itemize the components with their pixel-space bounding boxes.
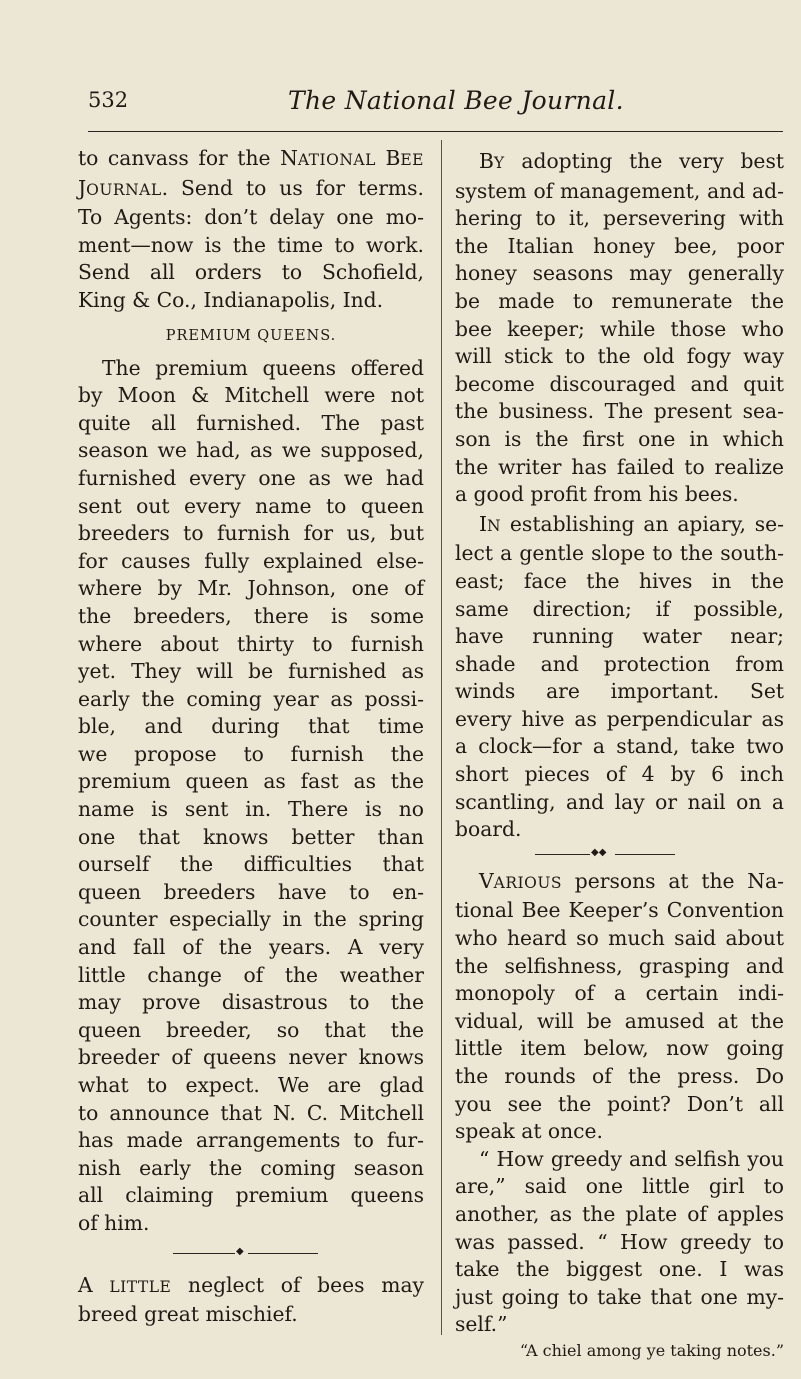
section-separator	[78, 1240, 424, 1266]
text-line: the Italian honey bee, poor	[455, 233, 784, 258]
text-line: short pieces of 4 by 6 inch	[455, 762, 784, 787]
apiary-paragraph	[455, 511, 784, 844]
text-line: name is sent in. There is no	[78, 797, 424, 822]
convention-paragraph	[455, 868, 784, 1146]
text-line: the selfishness, grasping and	[455, 953, 784, 978]
text-line: yet. They will be furnished as	[78, 659, 424, 684]
text-line: sent out every name to queen	[78, 493, 424, 518]
anecdote-paragraph	[455, 1146, 784, 1339]
right-column	[455, 148, 784, 1362]
text-line: has made arrangements to fur-	[78, 1128, 424, 1153]
text-line: vidual, will be amused at the	[455, 1008, 784, 1033]
column-divider	[441, 140, 442, 1335]
text-line: little item below, now going	[455, 1036, 784, 1061]
section-title: PREMIUM QUEENS.	[165, 327, 337, 344]
separator-diamond-icon: ◆◆	[591, 846, 607, 858]
premium-queens-article	[78, 355, 424, 1238]
text-line: furnished every one as we had	[78, 465, 424, 490]
text-line: scantling, and lay or nail on a	[455, 789, 784, 814]
text-line: To Agents: don’t delay one mo-	[78, 205, 424, 230]
text-line: queen breeder, so that the	[78, 1017, 424, 1042]
journal-title: The National Bee Journal.	[288, 86, 624, 115]
text-line: was passed. “ How greedy to	[455, 1229, 784, 1254]
text-line: by Moon & Mitchell were not	[78, 383, 424, 408]
text-line: The premium queens offered	[102, 355, 424, 380]
page-number: 532	[88, 88, 129, 112]
neglect-note	[78, 1272, 424, 1329]
text-line: queen breeders have to en-	[78, 879, 424, 904]
text-line: hering to it, persevering with	[455, 206, 784, 231]
text-line: A LITTLE neglect of bees may	[78, 1272, 424, 1297]
text-line: where by Mr. Johnson, one of	[78, 576, 424, 601]
text-line: for causes fully explained else-	[78, 548, 424, 573]
text-line: all claiming premium queens	[78, 1183, 424, 1208]
text-line: where about thirty to furnish	[78, 631, 424, 656]
text-line: nish early the coming season	[78, 1155, 424, 1180]
text-line: season we had, as we supposed,	[78, 438, 424, 463]
text-line: what to expect. We are glad	[78, 1073, 424, 1097]
text-line: “ How greedy and selfish you	[479, 1146, 784, 1171]
text-line: we propose to furnish the	[78, 741, 424, 766]
text-line: who heard so much said about	[455, 926, 784, 951]
text-line: just going to take that one my-	[455, 1284, 784, 1309]
text-line: another, as the plate of apples	[455, 1201, 784, 1226]
text-line: board.	[455, 817, 522, 842]
text-line: may prove disastrous to the	[78, 990, 424, 1015]
text-line: the writer has failed to realize	[455, 454, 784, 479]
text-line: be made to remunerate the	[455, 288, 784, 313]
text-line: breed great mischief.	[78, 1302, 298, 1327]
text-line: will stick to the old fogy way	[455, 344, 784, 369]
text-line: bee keeper; while those who	[455, 316, 784, 341]
text-line: to canvass for the NATIONAL BEE	[78, 146, 424, 170]
management-paragraph	[455, 148, 784, 509]
text-line: breeders to furnish for us, but	[78, 521, 424, 546]
text-line: JOURNAL. Send to us for terms.	[78, 175, 424, 200]
text-line: speak at once.	[455, 1119, 603, 1144]
text-line: you see the point? Don’t all	[455, 1091, 784, 1116]
text-line: ble, and during that time	[78, 714, 424, 739]
text-line: self.”	[455, 1312, 508, 1337]
section-separator	[455, 844, 784, 866]
text-line: Send all orders to Schofield,	[78, 260, 424, 285]
text-line: King & Co., Indianapolis, Ind.	[78, 287, 384, 312]
page-header	[88, 86, 624, 120]
text-line: have running water near;	[455, 624, 784, 649]
text-line: shade and protection from	[455, 651, 784, 676]
text-line: the business. The present sea-	[455, 399, 784, 424]
text-line: the rounds of the press. Do	[455, 1064, 784, 1088]
agents-notice	[78, 145, 424, 315]
text-line: and fall of the years. A very	[78, 935, 424, 960]
text-line: ment—now is the time to work.	[78, 232, 424, 257]
text-line: take the biggest one. I was	[455, 1257, 784, 1282]
text-line: tional Bee Keeper’s Convention	[455, 898, 784, 923]
left-column	[78, 145, 424, 1329]
text-line: of him.	[78, 1210, 150, 1235]
text-line: system of management, and ad-	[455, 178, 784, 203]
text-line: son is the first one in which	[455, 426, 784, 451]
text-line: IN establishing an apiary, se-	[479, 511, 784, 536]
text-line: a clock—for a stand, take two	[455, 734, 784, 759]
text-line: are,” said one little girl to	[455, 1174, 784, 1199]
text-line: every hive as perpendicular as	[455, 706, 784, 731]
text-line: premium queen as fast as the	[78, 769, 424, 794]
text-line: VARIOUS persons at the Na-	[479, 868, 784, 893]
text-line: lect a gentle slope to the south-	[455, 541, 784, 566]
text-line: little change of the weather	[78, 962, 424, 987]
text-line: ourself the difficulties that	[78, 852, 424, 877]
text-line: become discouraged and quit	[455, 371, 784, 396]
text-line: to announce that N. C. Mitchell	[78, 1100, 424, 1125]
text-line: breeder of queens never knows	[78, 1045, 424, 1070]
text-line: winds are important. Set	[455, 679, 784, 704]
text-line: east; face the hives in the	[455, 568, 784, 593]
quote-attribution: “A chiel among ye taking notes.”	[519, 1340, 784, 1360]
separator-diamond-icon: ◆	[236, 1245, 244, 1257]
text-line: counter especially in the spring	[78, 907, 424, 932]
text-line: same direction; if possible,	[455, 596, 784, 621]
text-line: early the coming year as possi-	[78, 686, 424, 711]
text-line: BY adopting the very best	[479, 149, 784, 173]
text-line: one that knows better than	[78, 824, 424, 849]
text-line: the breeders, there is some	[78, 603, 424, 628]
text-line: a good profit from his bees.	[455, 482, 739, 507]
text-line: honey seasons may generally	[455, 261, 784, 286]
text-line: quite all furnished. The past	[78, 410, 424, 435]
text-line: monopoly of a certain indi-	[455, 981, 784, 1006]
header-rule	[88, 131, 783, 132]
